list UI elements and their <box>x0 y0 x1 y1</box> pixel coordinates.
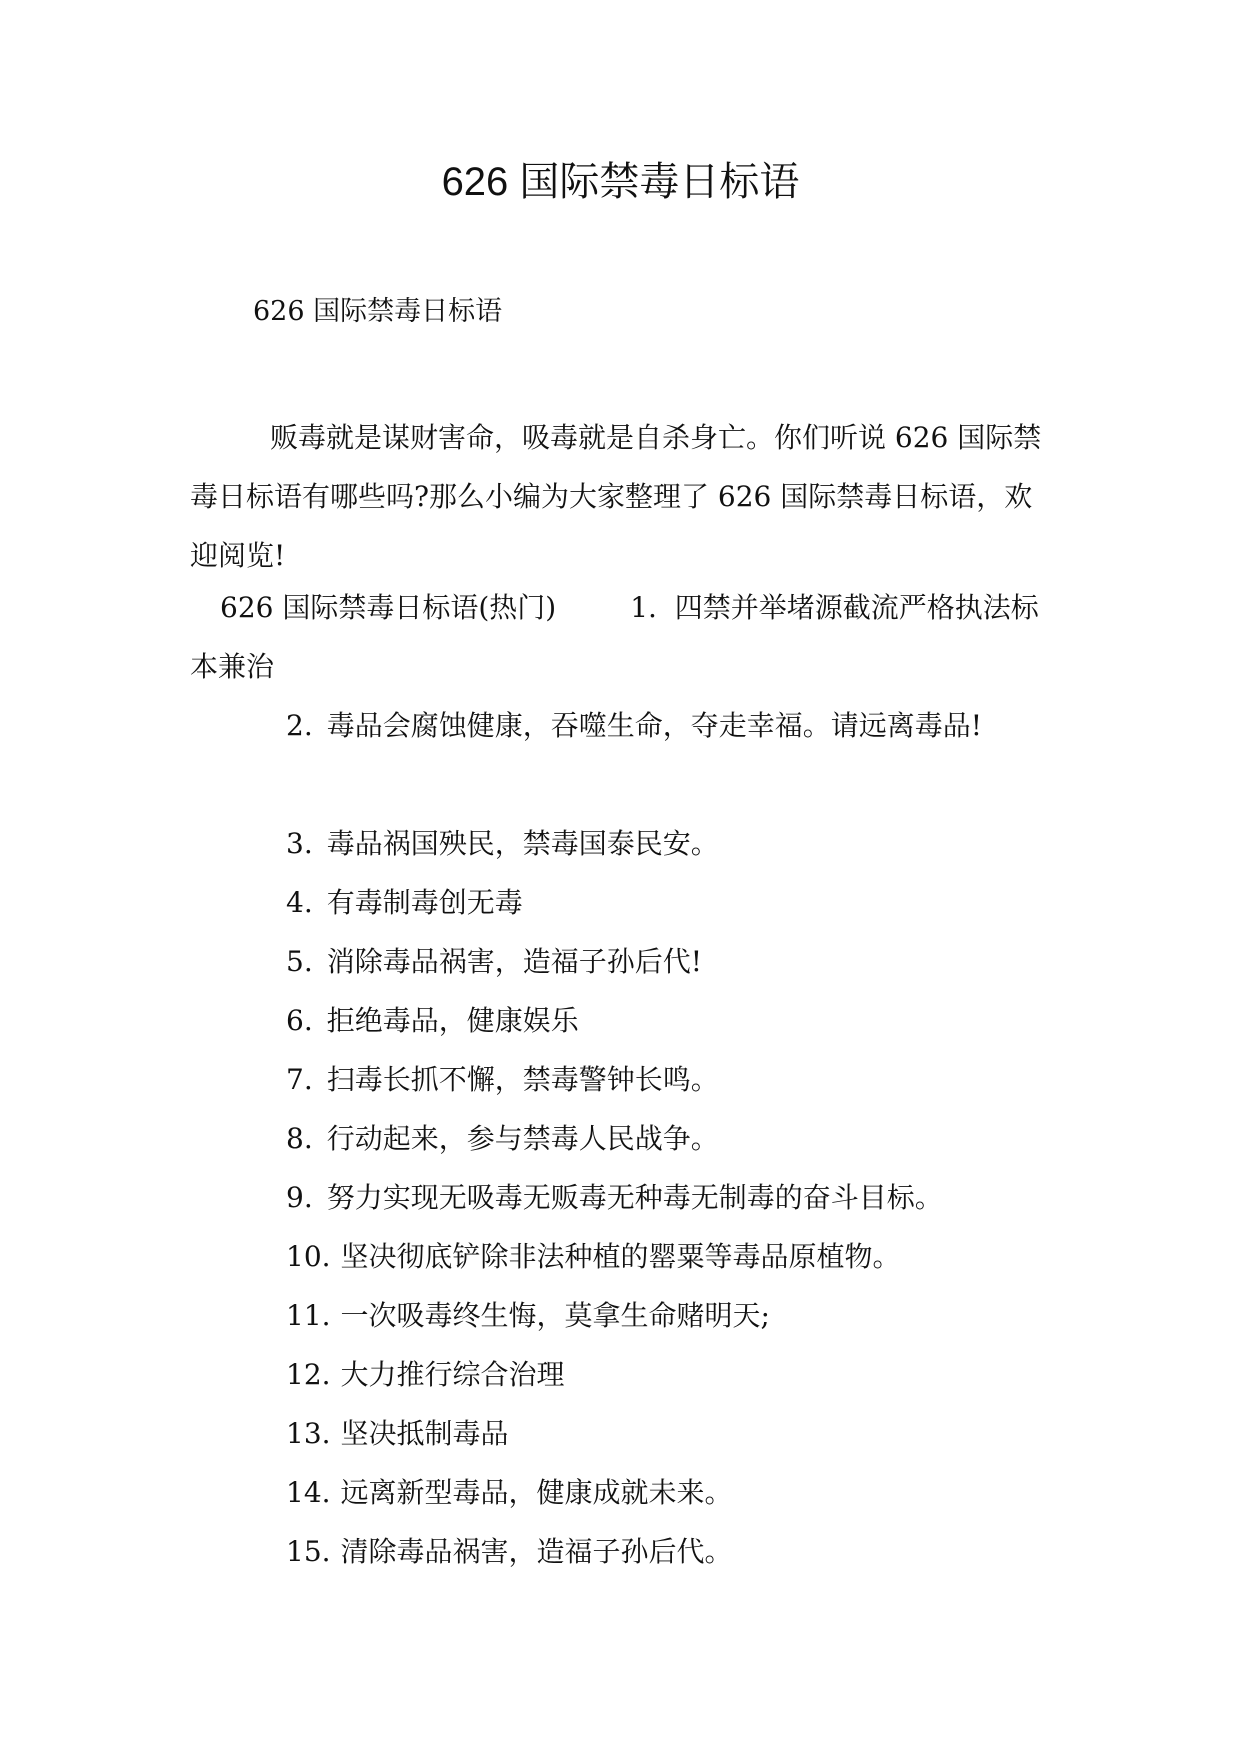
slogan-number: 7. <box>286 1063 313 1096</box>
slogan-number: 9. <box>286 1181 313 1214</box>
slogan-text: 毒品祸国殃民，禁毒国泰民安。 <box>326 827 719 860</box>
slogan-text: 坚决彻底铲除非法种植的罂粟等毒品原植物。 <box>340 1240 901 1273</box>
list-item <box>190 873 1070 932</box>
slogan-number: 10. <box>286 1240 331 1273</box>
list-item <box>190 1522 1070 1581</box>
slogan-text: 毒品会腐蚀健康，吞噬生命，夺走幸福。请远离毒品! <box>326 709 982 742</box>
hot-heading-row <box>190 578 1050 696</box>
slogan-text: 坚决抵制毒品 <box>340 1417 509 1450</box>
document-title: 626 国际禁毒日标语 <box>441 160 800 204</box>
slogan-number: 12. <box>286 1358 331 1391</box>
slogan-number: 11. <box>286 1299 331 1332</box>
slogan-number: 13. <box>286 1417 331 1450</box>
slogan-text: 扫毒长抓不懈，禁毒警钟长鸣。 <box>326 1063 719 1096</box>
slogan-number: 8. <box>286 1122 313 1155</box>
slogan-text: 四禁并举堵源截流严格执法标本兼治 <box>190 591 1039 683</box>
intro-paragraph: 贩毒就是谋财害命，吸毒就是自杀身亡。你们听说 626 国际禁毒日标语有哪些吗?那么小编为大家整理了 626 国际禁毒日标语，欢迎阅览! <box>190 421 1042 572</box>
slogan-text: 行动起来，参与禁毒人民战争。 <box>326 1122 719 1155</box>
list-item <box>190 1345 1070 1404</box>
slogan-text: 清除毒品祸害，造福子孙后代。 <box>340 1535 733 1568</box>
document-subtitle: 626 国际禁毒日标语 <box>253 296 503 327</box>
slogan-text: 拒绝毒品，健康娱乐 <box>326 1004 579 1037</box>
list-item <box>190 1286 1070 1345</box>
list-item <box>190 696 1070 755</box>
slogan-text: 消除毒品祸害，造福子孙后代! <box>326 945 702 978</box>
list-item <box>190 991 1070 1050</box>
hot-heading: 626 国际禁毒日标语(热门) <box>220 591 557 624</box>
slogan-number: 15. <box>286 1535 331 1568</box>
list-item <box>190 1168 1070 1227</box>
list-item <box>190 1050 1070 1109</box>
slogan-number: 4. <box>286 886 313 919</box>
list-item <box>190 1404 1070 1463</box>
slogan-number: 5. <box>286 945 313 978</box>
slogan-text: 一次吸毒终生悔，莫拿生命赌明天; <box>340 1299 770 1332</box>
slogan-text: 努力实现无吸毒无贩毒无种毒无制毒的奋斗目标。 <box>326 1181 943 1214</box>
list-item <box>190 1109 1070 1168</box>
slogan-number: 1. <box>630 591 657 624</box>
slogan-number: 3. <box>286 827 313 860</box>
list-item <box>190 1227 1070 1286</box>
slogan-number: 2. <box>286 709 313 742</box>
slogan-text: 大力推行综合治理 <box>340 1358 565 1391</box>
slogan-number: 6. <box>286 1004 313 1037</box>
slogan-number: 14. <box>286 1476 331 1509</box>
list-item <box>190 814 1070 873</box>
list-item <box>190 932 1070 991</box>
slogan-text: 远离新型毒品，健康成就未来。 <box>340 1476 733 1509</box>
list-item <box>190 1463 1070 1522</box>
slogan-text: 有毒制毒创无毒 <box>326 886 523 919</box>
